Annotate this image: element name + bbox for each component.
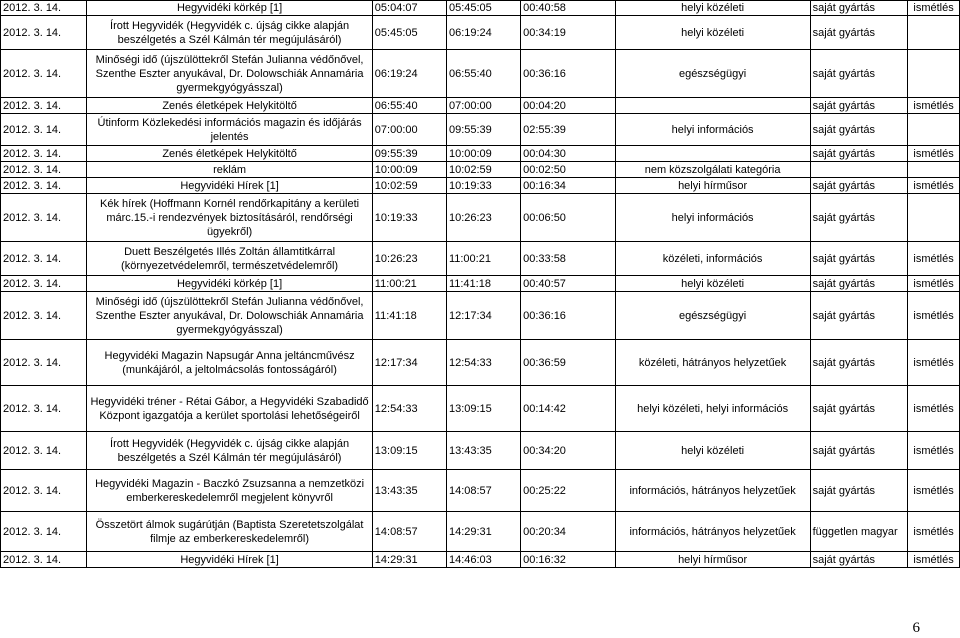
repeat-cell: ismétlés <box>908 552 960 568</box>
duration-cell: 00:33:58 <box>521 242 615 276</box>
start-time-cell: 11:41:18 <box>372 292 446 340</box>
table-row <box>1 1 960 16</box>
date-cell: 2012. 3. 14. <box>1 242 87 276</box>
title-cell: Hegyvidéki körkép [1] <box>87 1 372 16</box>
title-cell: Hegyvidéki tréner - Rétai Gábor, a Hegyvidéki Szabadidő Központ igazgatója a kerület sportolási lehetőségeiről <box>87 386 372 432</box>
category-cell <box>615 98 810 114</box>
table-row <box>1 276 960 292</box>
table-row <box>1 512 960 552</box>
repeat-cell <box>908 16 960 50</box>
category-cell: információs, hátrányos helyzetűek <box>615 512 810 552</box>
end-time-cell: 14:29:31 <box>446 512 520 552</box>
repeat-cell: ismétlés <box>908 146 960 162</box>
production-cell: saját gyártás <box>810 292 908 340</box>
repeat-cell: ismétlés <box>908 386 960 432</box>
repeat-cell: ismétlés <box>908 242 960 276</box>
date-cell: 2012. 3. 14. <box>1 194 87 242</box>
end-time-cell: 14:08:57 <box>446 470 520 512</box>
start-time-cell: 10:00:09 <box>372 162 446 178</box>
start-time-cell: 14:08:57 <box>372 512 446 552</box>
start-time-cell: 05:04:07 <box>372 1 446 16</box>
table-row <box>1 292 960 340</box>
table-row <box>1 98 960 114</box>
production-cell: saját gyártás <box>810 50 908 98</box>
title-cell: Hegyvidéki Magazin - Baczkó Zsuzsanna a nemzetközi emberkereskedelemről megjelent könyvről <box>87 470 372 512</box>
duration-cell: 00:20:34 <box>521 512 615 552</box>
category-cell: közéleti, információs <box>615 242 810 276</box>
repeat-cell: ismétlés <box>908 98 960 114</box>
production-cell: független magyar <box>810 512 908 552</box>
end-time-cell: 13:09:15 <box>446 386 520 432</box>
category-cell: nem közszolgálati kategória <box>615 162 810 178</box>
start-time-cell: 12:54:33 <box>372 386 446 432</box>
date-cell: 2012. 3. 14. <box>1 340 87 386</box>
table-row <box>1 552 960 568</box>
production-cell: saját gyártás <box>810 178 908 194</box>
title-cell: Írott Hegyvidék (Hegyvidék c. újság cikke alapján beszélgetés a Szél Kálmán tér megújulásáról) <box>87 432 372 470</box>
start-time-cell: 11:00:21 <box>372 276 446 292</box>
end-time-cell: 12:17:34 <box>446 292 520 340</box>
category-cell: helyi közéleti <box>615 1 810 16</box>
start-time-cell: 12:17:34 <box>372 340 446 386</box>
duration-cell: 00:40:58 <box>521 1 615 16</box>
table-row <box>1 340 960 386</box>
end-time-cell: 13:43:35 <box>446 432 520 470</box>
production-cell: saját gyártás <box>810 242 908 276</box>
title-cell: Írott Hegyvidék (Hegyvidék c. újság cikke alapján beszélgetés a Szél Kálmán tér megújulásáról) <box>87 16 372 50</box>
production-cell: saját gyártás <box>810 470 908 512</box>
category-cell: helyi hírműsor <box>615 552 810 568</box>
title-cell: Minőségi idő (újszülöttekről Stefán Julianna védőnővel, Szenthe Eszter anyukával, Dr. Dolowschiák Annamária gyermekgyógyásszal) <box>87 50 372 98</box>
title-cell: Zenés életképek Helykitöltő <box>87 98 372 114</box>
end-time-cell: 10:00:09 <box>446 146 520 162</box>
table-row <box>1 470 960 512</box>
end-time-cell: 14:46:03 <box>446 552 520 568</box>
date-cell: 2012. 3. 14. <box>1 512 87 552</box>
date-cell: 2012. 3. 14. <box>1 50 87 98</box>
page-number: 6 <box>912 620 920 636</box>
duration-cell: 00:40:57 <box>521 276 615 292</box>
end-time-cell: 09:55:39 <box>446 114 520 146</box>
end-time-cell: 12:54:33 <box>446 340 520 386</box>
date-cell: 2012. 3. 14. <box>1 432 87 470</box>
start-time-cell: 13:09:15 <box>372 432 446 470</box>
start-time-cell: 10:19:33 <box>372 194 446 242</box>
duration-cell: 00:36:59 <box>521 340 615 386</box>
category-cell <box>615 146 810 162</box>
end-time-cell: 06:55:40 <box>446 50 520 98</box>
production-cell: saját gyártás <box>810 1 908 16</box>
table-row <box>1 194 960 242</box>
repeat-cell <box>908 50 960 98</box>
date-cell: 2012. 3. 14. <box>1 552 87 568</box>
end-time-cell: 11:00:21 <box>446 242 520 276</box>
repeat-cell: ismétlés <box>908 432 960 470</box>
start-time-cell: 10:26:23 <box>372 242 446 276</box>
title-cell: Hegyvidéki Magazin Napsugár Anna jeltáncművész (munkájáról, a jeltolmácsolás fontosságáról) <box>87 340 372 386</box>
category-cell: helyi információs <box>615 194 810 242</box>
category-cell: helyi közéleti <box>615 432 810 470</box>
table-row <box>1 386 960 432</box>
title-cell: Kék hírek (Hoffmann Kornél rendőrkapitány a kerületi márc.15.-i rendezvények biztosításáról, rendőrségi ügyekről) <box>87 194 372 242</box>
end-time-cell: 11:41:18 <box>446 276 520 292</box>
table-row <box>1 162 960 178</box>
duration-cell: 00:06:50 <box>521 194 615 242</box>
repeat-cell <box>908 162 960 178</box>
duration-cell: 02:55:39 <box>521 114 615 146</box>
schedule-body <box>1 1 960 568</box>
date-cell: 2012. 3. 14. <box>1 386 87 432</box>
repeat-cell: ismétlés <box>908 178 960 194</box>
duration-cell: 00:25:22 <box>521 470 615 512</box>
category-cell: egészségügyi <box>615 292 810 340</box>
category-cell: helyi közéleti <box>615 276 810 292</box>
duration-cell: 00:36:16 <box>521 292 615 340</box>
production-cell: saját gyártás <box>810 340 908 386</box>
duration-cell: 00:16:32 <box>521 552 615 568</box>
title-cell: Duett Beszélgetés Illés Zoltán államtitkárral (környezetvédelemről, természetvédelemről) <box>87 242 372 276</box>
duration-cell: 00:34:20 <box>521 432 615 470</box>
production-cell: saját gyártás <box>810 98 908 114</box>
title-cell: Zenés életképek Helykitöltő <box>87 146 372 162</box>
title-cell: Hegyvidéki Hírek [1] <box>87 178 372 194</box>
start-time-cell: 14:29:31 <box>372 552 446 568</box>
production-cell: saját gyártás <box>810 194 908 242</box>
end-time-cell: 07:00:00 <box>446 98 520 114</box>
duration-cell: 00:02:50 <box>521 162 615 178</box>
start-time-cell: 05:45:05 <box>372 16 446 50</box>
date-cell: 2012. 3. 14. <box>1 292 87 340</box>
end-time-cell: 10:19:33 <box>446 178 520 194</box>
duration-cell: 00:34:19 <box>521 16 615 50</box>
date-cell: 2012. 3. 14. <box>1 470 87 512</box>
repeat-cell: ismétlés <box>908 292 960 340</box>
production-cell: saját gyártás <box>810 114 908 146</box>
start-time-cell: 10:02:59 <box>372 178 446 194</box>
repeat-cell: ismétlés <box>908 470 960 512</box>
end-time-cell: 06:19:24 <box>446 16 520 50</box>
category-cell: közéleti, hátrányos helyzetűek <box>615 340 810 386</box>
production-cell: saját gyártás <box>810 552 908 568</box>
title-cell: reklám <box>87 162 372 178</box>
production-cell: saját gyártás <box>810 16 908 50</box>
duration-cell: 00:04:30 <box>521 146 615 162</box>
title-cell: Minőségi idő (újszülöttekről Stefán Julianna védőnővel, Szenthe Eszter anyukával, Dr. Dolowschiák Annamária gyermekgyógyásszal) <box>87 292 372 340</box>
title-cell: Hegyvidéki körkép [1] <box>87 276 372 292</box>
date-cell: 2012. 3. 14. <box>1 16 87 50</box>
duration-cell: 00:16:34 <box>521 178 615 194</box>
duration-cell: 00:36:16 <box>521 50 615 98</box>
repeat-cell: ismétlés <box>908 512 960 552</box>
production-cell: saját gyártás <box>810 386 908 432</box>
date-cell: 2012. 3. 14. <box>1 178 87 194</box>
repeat-cell <box>908 114 960 146</box>
date-cell: 2012. 3. 14. <box>1 98 87 114</box>
category-cell: helyi információs <box>615 114 810 146</box>
production-cell <box>810 162 908 178</box>
table-row <box>1 50 960 98</box>
end-time-cell: 10:02:59 <box>446 162 520 178</box>
date-cell: 2012. 3. 14. <box>1 114 87 146</box>
date-cell: 2012. 3. 14. <box>1 1 87 16</box>
table-row <box>1 114 960 146</box>
start-time-cell: 06:19:24 <box>372 50 446 98</box>
production-cell: saját gyártás <box>810 146 908 162</box>
date-cell: 2012. 3. 14. <box>1 276 87 292</box>
repeat-cell <box>908 194 960 242</box>
start-time-cell: 09:55:39 <box>372 146 446 162</box>
title-cell: Hegyvidéki Hírek [1] <box>87 552 372 568</box>
table-row <box>1 432 960 470</box>
category-cell: információs, hátrányos helyzetűek <box>615 470 810 512</box>
table-row <box>1 178 960 194</box>
end-time-cell: 10:26:23 <box>446 194 520 242</box>
repeat-cell: ismétlés <box>908 276 960 292</box>
repeat-cell: ismétlés <box>908 340 960 386</box>
category-cell: helyi közéleti <box>615 16 810 50</box>
category-cell: helyi közéleti, helyi információs <box>615 386 810 432</box>
date-cell: 2012. 3. 14. <box>1 146 87 162</box>
start-time-cell: 07:00:00 <box>372 114 446 146</box>
end-time-cell: 05:45:05 <box>446 1 520 16</box>
title-cell: Összetört álmok sugárútján (Baptista Szeretetszolgálat filmje az emberkereskedelemről) <box>87 512 372 552</box>
duration-cell: 00:14:42 <box>521 386 615 432</box>
category-cell: egészségügyi <box>615 50 810 98</box>
start-time-cell: 06:55:40 <box>372 98 446 114</box>
date-cell: 2012. 3. 14. <box>1 162 87 178</box>
table-row <box>1 242 960 276</box>
repeat-cell: ismétlés <box>908 1 960 16</box>
production-cell: saját gyártás <box>810 276 908 292</box>
category-cell: helyi hírműsor <box>615 178 810 194</box>
table-row <box>1 16 960 50</box>
table-row <box>1 146 960 162</box>
production-cell: saját gyártás <box>810 432 908 470</box>
title-cell: Útinform Közlekedési információs magazin és időjárás jelentés <box>87 114 372 146</box>
duration-cell: 00:04:20 <box>521 98 615 114</box>
start-time-cell: 13:43:35 <box>372 470 446 512</box>
